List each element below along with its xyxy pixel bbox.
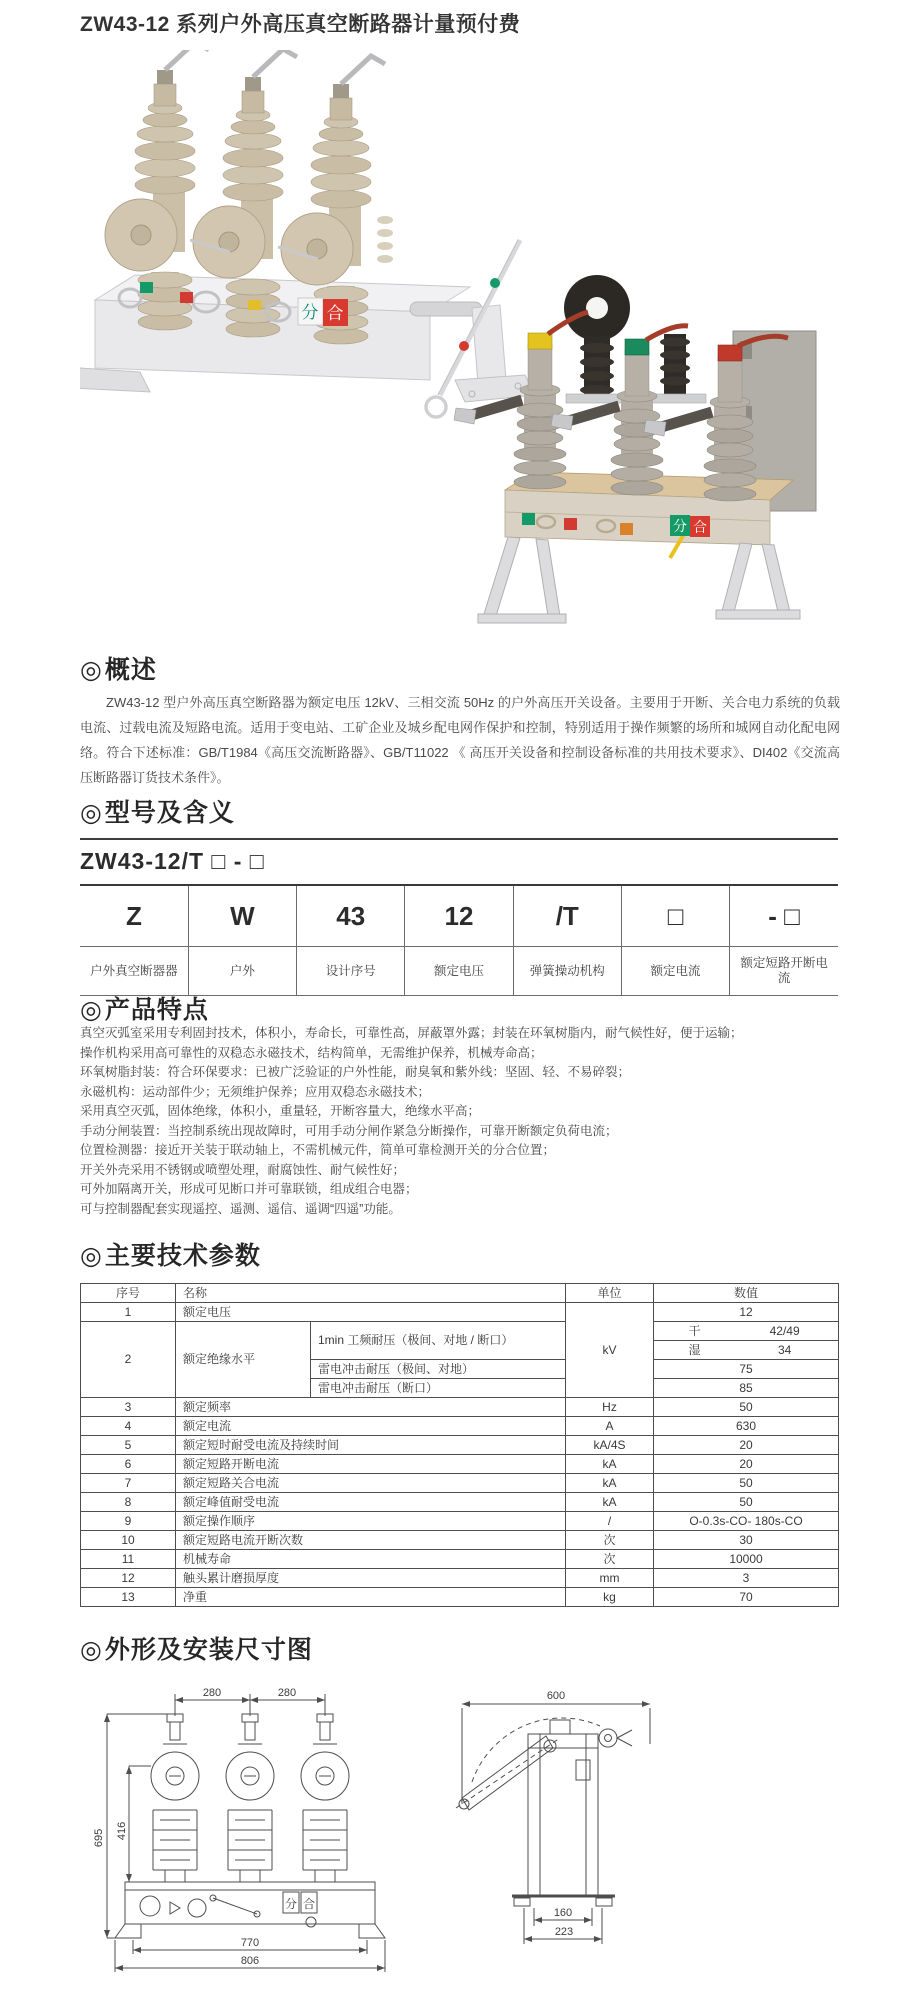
dim-height-outer: 695 <box>93 1828 105 1848</box>
param-unit: kA <box>566 1455 654 1474</box>
phase-cap-green <box>625 339 649 355</box>
phase-cap-yellow <box>528 333 552 349</box>
parameters-heading: ◎主要技术参数 <box>80 1242 261 1270</box>
param-name: 净重 <box>176 1588 566 1607</box>
param-value: 干 42/49 <box>654 1322 839 1341</box>
section-marker-icon: ◎ <box>80 1636 103 1664</box>
drawing-plate-open: 分 <box>284 1897 298 1911</box>
divider <box>80 838 838 840</box>
param-value: 50 <box>654 1474 839 1493</box>
param-value: 70 <box>654 1588 839 1607</box>
table-row <box>80 885 838 947</box>
param-name: 额定短路开断电流 <box>176 1455 566 1474</box>
model-code-cell: □ <box>621 885 729 947</box>
feature-item: 环氧树脂封装：符合环保要求：已被广泛验证的户外性能，耐臭氧和紫外线：坚固、轻、不易碎裂； <box>80 1065 631 1079</box>
feature-item: 可与控制器配套实现遥控、遥测、遥信、遥调“四遥”功能。 <box>80 1201 401 1216</box>
dim-side-width-top: 600 <box>546 1690 566 1702</box>
close-tag <box>180 292 193 303</box>
open-close-plate <box>298 298 348 326</box>
param-name: 额定操作顺序 <box>176 1512 566 1531</box>
param-name: 触头累计磨损厚度 <box>176 1569 566 1588</box>
dim-width-inner: 770 <box>240 1937 260 1949</box>
table-row <box>81 1531 839 1550</box>
feature-item: 手动分闸装置：当控制系统出现故障时，可用手动分闸作紧急分断操作，可靠开断额定负荷电流； <box>80 1123 618 1138</box>
param-value: 12 <box>654 1303 839 1322</box>
warning-tag <box>248 300 261 310</box>
drawing-plate-close: 合 <box>302 1897 316 1911</box>
param-no: 3 <box>81 1398 176 1417</box>
table-row <box>81 1322 839 1341</box>
param-subname: 雷电冲击耐压（断口） <box>311 1379 566 1398</box>
param-value: 20 <box>654 1436 839 1455</box>
param-header-value: 数值 <box>654 1284 839 1303</box>
param-no: 1 <box>81 1303 176 1322</box>
param-unit: kA <box>566 1474 654 1493</box>
param-unit: kA/4S <box>566 1436 654 1455</box>
table-row <box>81 1417 839 1436</box>
features-list <box>80 1024 850 1219</box>
section-marker-icon: ◎ <box>80 1242 103 1270</box>
model-code-cell: 43 <box>297 885 405 947</box>
open-tag <box>140 282 153 293</box>
model-meaning-cell: 额定短路开断电流 <box>740 956 828 985</box>
model-heading: ◎型号及含义 <box>80 799 235 827</box>
dimensions-heading: ◎外形及安装尺寸图 <box>80 1636 313 1664</box>
model-code-cell: - □ <box>730 885 838 947</box>
param-header-unit: 单位 <box>566 1284 654 1303</box>
param-subname: 雷电冲击耐压（极间、对地） <box>311 1360 566 1379</box>
table-row <box>80 947 838 996</box>
param-no: 4 <box>81 1417 176 1436</box>
param-no: 12 <box>81 1569 176 1588</box>
param-value: 85 <box>654 1379 839 1398</box>
feature-item: 操作机构采用高可靠性的双稳态永磁技术，结构简单，无需维护保养，机械寿命高； <box>80 1045 543 1060</box>
param-no: 6 <box>81 1455 176 1474</box>
table-row <box>81 1436 839 1455</box>
param-name: 额定频率 <box>176 1398 566 1417</box>
param-unit: / <box>566 1512 654 1531</box>
parameters-table <box>80 1283 839 1607</box>
param-no: 13 <box>81 1588 176 1607</box>
phase-cap-red <box>718 345 742 361</box>
param-no: 5 <box>81 1436 176 1455</box>
param-value: 30 <box>654 1531 839 1550</box>
param-no: 11 <box>81 1550 176 1569</box>
open-close-plate <box>670 515 710 537</box>
dim-height-inner: 416 <box>116 1821 128 1841</box>
feature-item: 开关外壳采用不锈钢或喷塑处理，耐腐蚀性、耐气候性好； <box>80 1162 406 1177</box>
param-name: 额定短时耐受电流及持续时间 <box>176 1436 566 1455</box>
dim-span-right: 280 <box>277 1687 297 1699</box>
model-meaning-cell: 额定电压 <box>405 947 513 996</box>
product-photo-side <box>388 216 828 631</box>
page-title: ZW43-12 系列户外高压真空断路器计量预付费 <box>80 13 521 36</box>
param-value: 50 <box>654 1398 839 1417</box>
feature-item: 可外加隔离开关，形成可见断口并可靠联锁，组成组合电器； <box>80 1182 418 1196</box>
table-row <box>81 1398 839 1417</box>
model-code-cell: 12 <box>405 885 513 947</box>
section-marker-icon: ◎ <box>80 799 103 827</box>
model-meaning-cell: 设计序号 <box>297 947 405 996</box>
mounting-feet <box>478 537 800 623</box>
dim-side-width-outer: 223 <box>554 1926 574 1938</box>
overview-heading: ◎概述 <box>80 656 157 684</box>
param-no: 7 <box>81 1474 176 1493</box>
param-subname: 1min 工频耐压（极间、对地 / 断口） <box>311 1322 566 1360</box>
param-no: 9 <box>81 1512 176 1531</box>
param-value: O-0.3s-CO- 180s-CO <box>654 1512 839 1531</box>
section-marker-icon: ◎ <box>80 656 103 684</box>
param-header-name: 名称 <box>176 1284 566 1303</box>
feature-item: 采用真空灭弧，固体绝缘，体积小，重量轻，开断容量大，绝缘水平高； <box>80 1104 481 1118</box>
table-row <box>81 1455 839 1474</box>
dim-span-left: 280 <box>202 1687 222 1699</box>
plate-close-label: 合 <box>693 519 707 535</box>
features-heading: ◎产品特点 <box>80 996 209 1024</box>
param-unit: kA <box>566 1493 654 1512</box>
table-row <box>81 1569 839 1588</box>
model-meaning-cell: 额定电流 <box>621 947 729 996</box>
table-row <box>81 1284 839 1303</box>
table-row <box>81 1303 839 1322</box>
plate-open-label: 分 <box>301 303 319 322</box>
table-row <box>81 1474 839 1493</box>
plate-open-label: 分 <box>673 518 687 534</box>
param-value: 10000 <box>654 1550 839 1569</box>
param-unit: 次 <box>566 1550 654 1569</box>
table-row <box>81 1588 839 1607</box>
param-value: 630 <box>654 1417 839 1436</box>
param-unit: 次 <box>566 1531 654 1550</box>
param-name: 机械寿命 <box>176 1550 566 1569</box>
param-no: 10 <box>81 1531 176 1550</box>
dim-width-outer: 806 <box>240 1955 260 1967</box>
outline-drawing-side <box>450 1686 685 1986</box>
param-unit: A <box>566 1417 654 1436</box>
param-name: 额定绝缘水平 <box>176 1322 311 1398</box>
feature-item: 永磁机构：运动部件少；无须维护保养；应用双稳态永磁技术； <box>80 1084 431 1099</box>
model-code-title: ZW43-12/T □ - □ <box>80 848 265 874</box>
feature-item: 真空灭弧室采用专利固封技术，体积小，寿命长，可靠性高，屏蔽罩外露；封装在环氧树脂内，耐气候性好，便于运输； <box>80 1026 743 1040</box>
section-marker-icon: ◎ <box>80 996 103 1024</box>
model-meaning-cell: 户外真空断器器 <box>80 947 188 996</box>
model-code-cell: W <box>188 885 296 947</box>
param-name: 额定短路关合电流 <box>176 1474 566 1493</box>
param-unit: mm <box>566 1569 654 1588</box>
param-header-no: 序号 <box>81 1284 176 1303</box>
dim-side-width-inner: 160 <box>553 1907 573 1919</box>
param-name: 额定短路电流开断次数 <box>176 1531 566 1550</box>
model-meaning-cell: 户外 <box>188 947 296 996</box>
param-value: 75 <box>654 1360 839 1379</box>
param-name: 额定峰值耐受电流 <box>176 1493 566 1512</box>
param-value: 50 <box>654 1493 839 1512</box>
table-row <box>81 1493 839 1512</box>
plate-close-label: 合 <box>326 304 344 323</box>
outline-drawing-front <box>85 1686 415 1986</box>
param-value: 湿 34 <box>654 1341 839 1360</box>
model-table <box>80 884 838 996</box>
feature-item: 位置检测器：接近开关装于联动轴上，不需机械元件，简单可靠检测开关的分合位置； <box>80 1143 556 1157</box>
param-name: 额定电压 <box>176 1303 566 1322</box>
model-meaning-cell: 弹簧操动机构 <box>513 947 621 996</box>
param-value: 3 <box>654 1569 839 1588</box>
table-row <box>81 1550 839 1569</box>
param-no: 8 <box>81 1493 176 1512</box>
overview-body: ZW43-12 型户外高压真空断路器为额定电压 12kV、三相交流 50Hz 的户外高压开关设备。主要用于开断、关合电力系统的负载电流、过载电流及短路电流。适用于变电站、工矿企业及城乡配电网作保护和控制，特别适用于操作频繁的场所和城网自动化配电网络。符合下述标准：GB/T1984《高压交流断路器》、GB/T11022 《 高压开关设备和控制设备标准的共用技术要求》、DI402《交流高压断路器订货技术条件》。 <box>80 695 840 785</box>
param-unit: Hz <box>566 1398 654 1417</box>
model-code-cell: /T <box>513 885 621 947</box>
param-value: 20 <box>654 1455 839 1474</box>
model-code-cell: Z <box>80 885 188 947</box>
param-no: 2 <box>81 1322 176 1398</box>
param-unit: kg <box>566 1588 654 1607</box>
param-name: 额定电流 <box>176 1417 566 1436</box>
table-row <box>81 1512 839 1531</box>
param-unit: kV <box>566 1303 654 1398</box>
